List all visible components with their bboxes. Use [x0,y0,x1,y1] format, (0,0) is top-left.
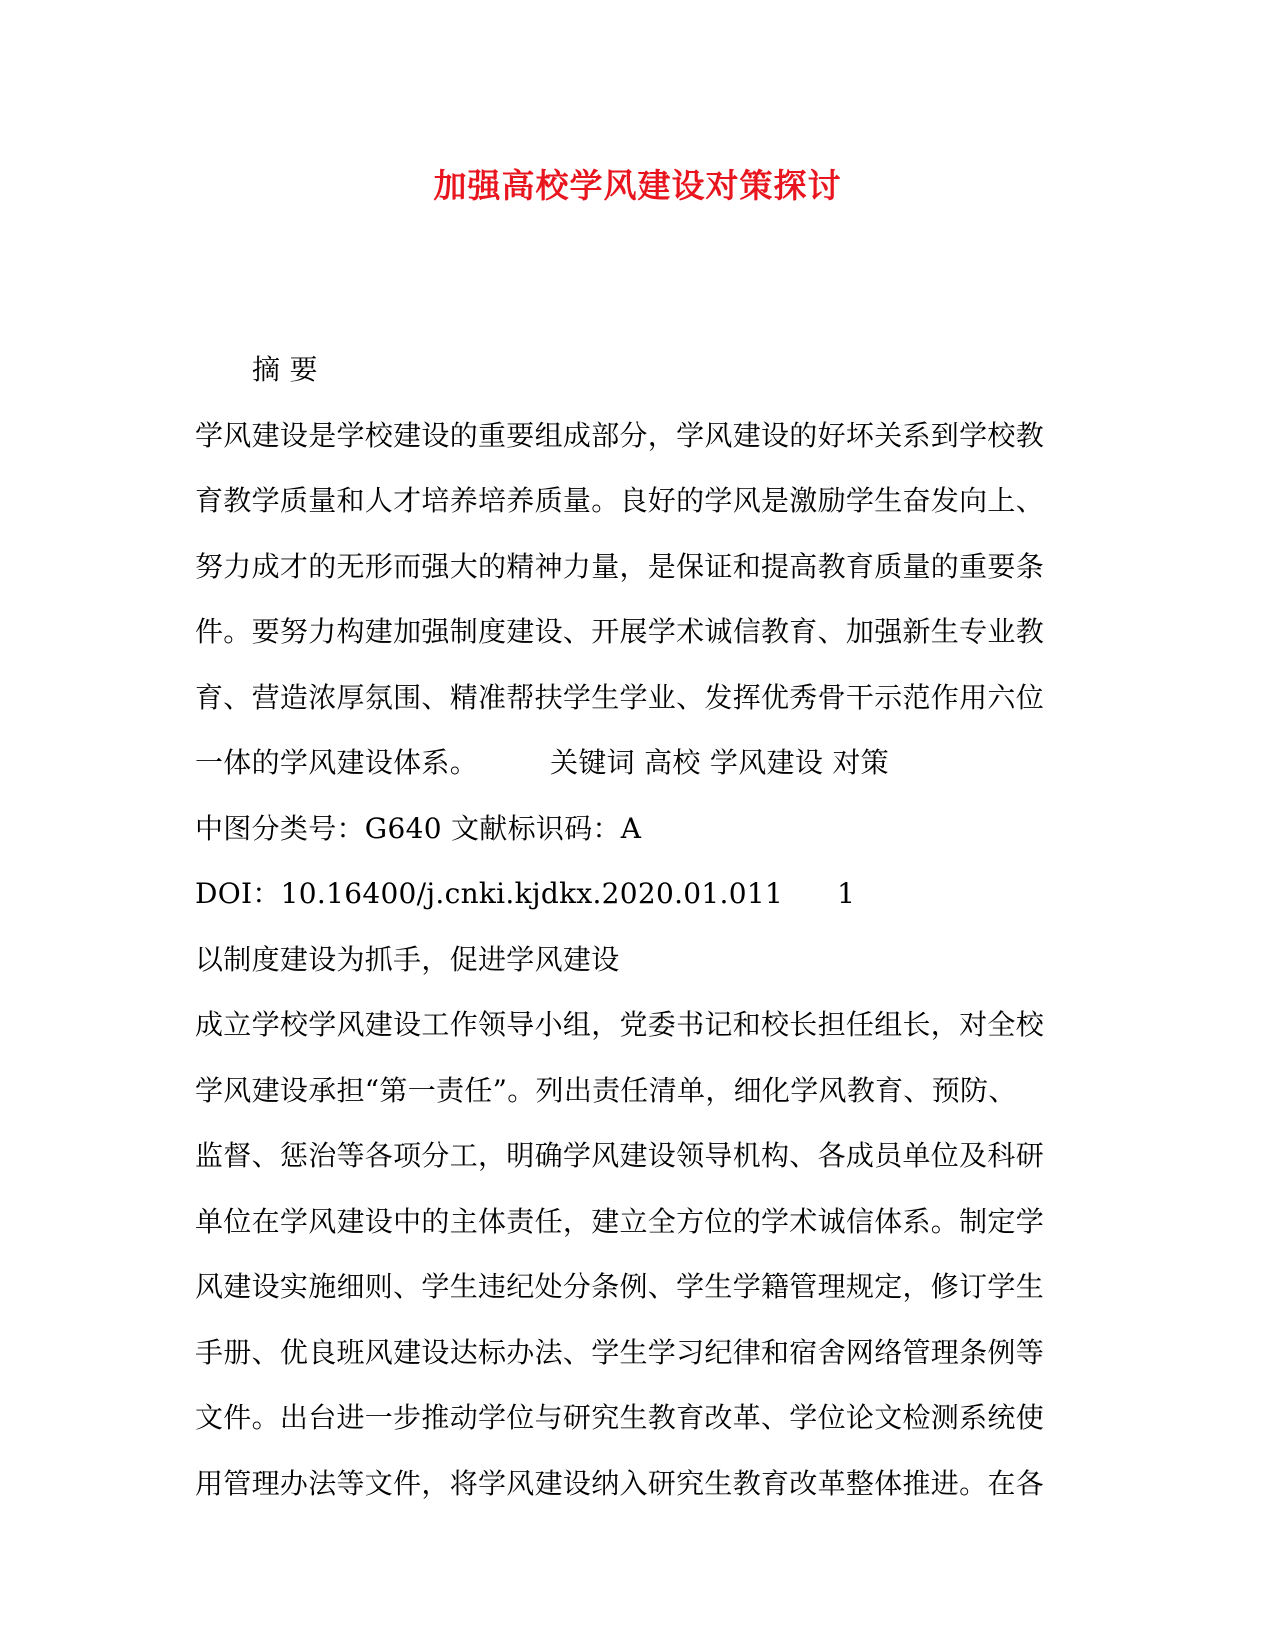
abstract-heading: 摘 要 [252,353,318,386]
classification-line: 中图分类号：G640 文献标识码：A [195,811,642,845]
abstract-line: 努力成才的无形而强大的精神力量，是保证和提高教育质量的重要条 [195,549,1045,583]
section-title: 以制度建设为抓手，促进学风建设 [195,942,620,976]
section-number: 1 [837,877,856,910]
body-line: 手册、优良班风建设达标办法、学生学习纪律和宿舍网络管理条例等 [195,1335,1045,1369]
doi: DOI：10.16400/j.cnki.kjdkx.2020.01.011 [195,877,784,910]
body-line: 学风建设承担“第一责任”。列出责任清单，细化学风教育、预防、 [195,1073,1017,1107]
keywords: 关键词 高校 学风建设 对策 [550,746,889,779]
body-line: 单位在学风建设中的主体责任，建立全方位的学术诚信体系。制定学 [195,1204,1045,1238]
document-title: 加强高校学风建设对策探讨 [433,166,842,205]
abstract-line: 件。要努力构建加强制度建设、开展学术诚信教育、加强新生专业教 [195,615,1045,648]
abstract-last-line [195,743,1075,809]
body-line: 监督、惩治等各项分工，明确学风建设领导机构、各成员单位及科研 [195,1139,1045,1172]
abstract-line-end: 一体的学风建设体系。 [195,746,479,779]
document-body [195,350,1075,1529]
body-line: 风建设实施细则、学生违纪处分条例、学生学籍管理规定，修订学生 [195,1270,1045,1303]
abstract-line: 育教学质量和人才培养培养质量。良好的学风是激励学生奋发向上、 [195,484,1045,517]
doi-line [195,874,1075,940]
abstract-line: 育、营造浓厚氛围、精准帮扶学生学业、发挥优秀骨干示范作用六位 [195,680,1045,714]
body-line: 文件。出台进一步推动学位与研究生教育改革、学位论文检测系统使 [195,1401,1045,1434]
body-line: 用管理办法等文件，将学风建设纳入研究生教育改革整体推进。在各 [195,1466,1045,1500]
body-line: 成立学校学风建设工作领导小组，党委书记和校长担任组长，对全校 [195,1008,1045,1041]
abstract-line: 学风建设是学校建设的重要组成部分，学风建设的好坏关系到学校教 [195,418,1045,452]
